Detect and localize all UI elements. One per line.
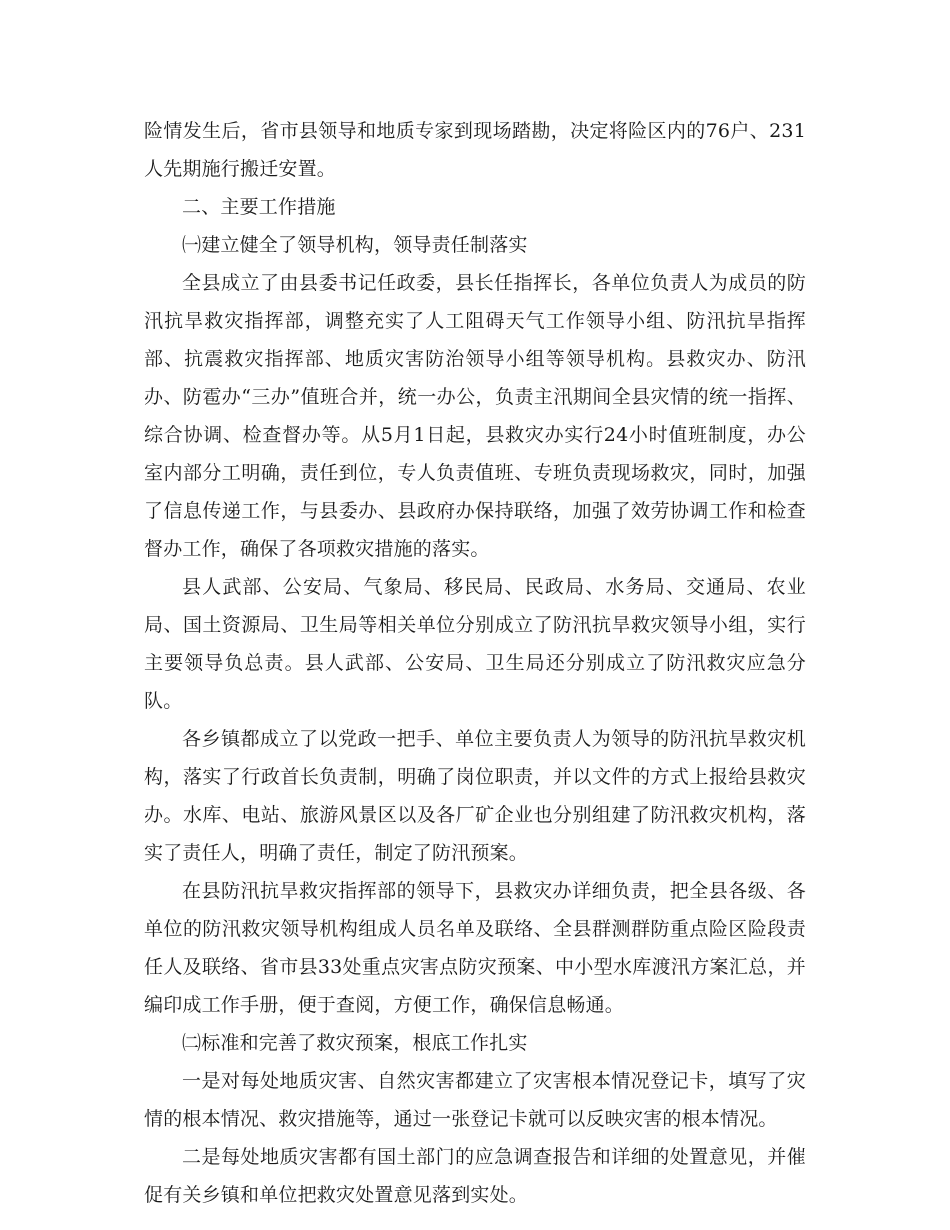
paragraph-investigation-report: 二是每处地质灾害都有国土部门的应急调查报告和详细的处置意见，并催促有关乡镇和单位把救灾处置意见落到实处。 [144,1146,806,1206]
paragraph-townships: 各乡镇都成立了以党政一把手、单位主要负责人为领导的防汛抗旱救灾机构，落实了行政首长负责制，明确了岗位职责，并以文件的方式上报给县救灾办。水库、电站、旅游风景区以及各厂矿企业也分别组建了防汛救灾机构，落实了责任人，明确了责任，制定了防汛预案。 [144,728,806,864]
document-body [144,112,806,1214]
section-heading-main-measures: 二、主要工作措施 [182,196,336,218]
paragraph-registration-card: 一是对每处地质灾害、自然灾害都建立了灾害根本情况登记卡，填写了灾情的根本情况、救灾措施等，通过一张登记卡就可以反映灾害的根本情况。 [144,1070,806,1130]
subsection-heading-plans: ㈡标准和完善了救灾预案，根底工作扎实 [182,1032,528,1054]
subsection-heading-leadership: ㈠建立健全了领导机构，领导责任制落实 [182,234,528,256]
paragraph-relocation: 险情发生后，省市县领导和地质专家到现场踏勘，决定将险区内的76户、231人先期施行搬迁安置。 [144,120,806,180]
paragraph-handbook: 在县防汛抗旱救灾指挥部的领导下，县救灾办详细负责，把全县各级、各单位的防汛救灾领导机构组成人员名单及联络、全县群测群防重点险区险段责任人及联络、省市县33处重点灾害点防灾预案、中小型水库渡汛方案汇总，并编印成工作手册，便于查阅，方便工作，确保信息畅通。 [144,880,806,1016]
paragraph-county-command: 全县成立了由县委书记任政委，县长任指挥长，各单位负责人为成员的防汛抗旱救灾指挥部，调整充实了人工阻碍天气工作领导小组、防汛抗旱指挥部、抗震救灾指挥部、地质灾害防治领导小组等领导机构。县救灾办、防汛办、防雹办“三办”值班合并，统一办公，负责主汛期间全县灾情的统一指挥、综合协调、检查督办等。从5月1日起，县救灾办实行24小时值班制度，办公室内部分工明确，责任到位，专人负责值班、专班负责现场救灾，同时，加强了信息传递工作，与县委办、县政府办保持联络，加强了效劳协调工作和检查督办工作，确保了各项救灾措施的落实。 [144,272,806,560]
paragraph-departments: 县人武部、公安局、气象局、移民局、民政局、水务局、交通局、农业局、国土资源局、卫生局等相关单位分别成立了防汛抗旱救灾领导小组，实行主要领导负总责。县人武部、公安局、卫生局还分别成立了防汛救灾应急分队。 [144,576,806,712]
